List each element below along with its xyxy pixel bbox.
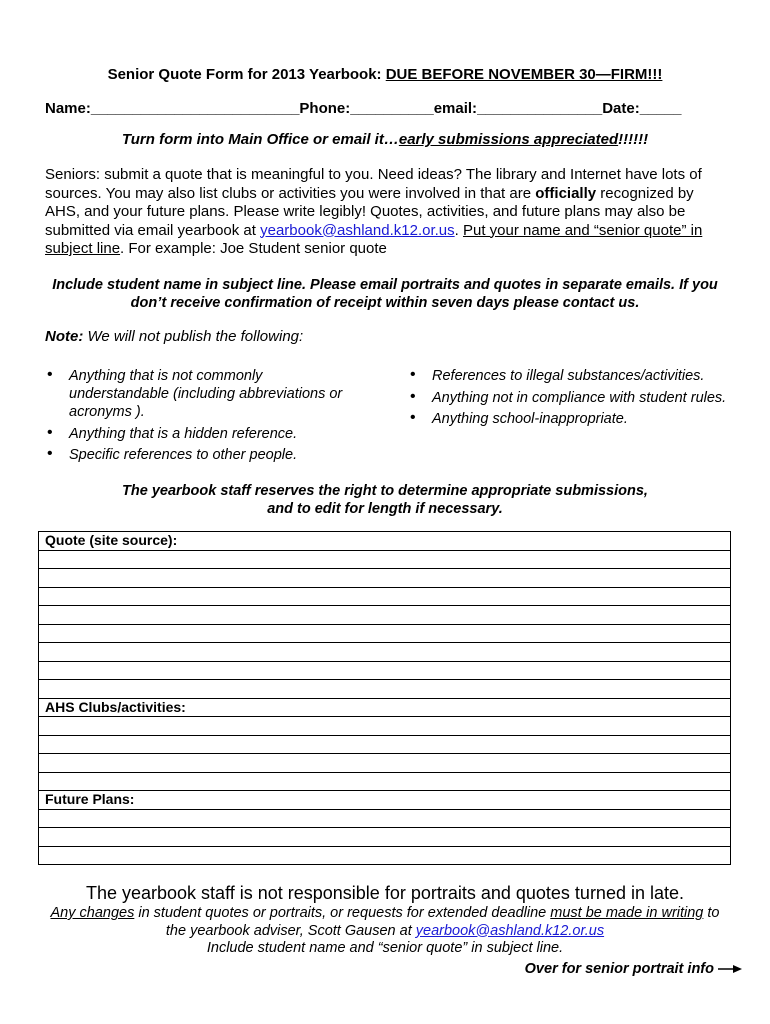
submission-table — [38, 531, 731, 865]
due-date: DUE BEFORE NOVEMBER 30—FIRM!!! — [385, 66, 663, 83]
form-title: Senior Quote Form for 2013 Yearbook: DUE BEFORE NOVEMBER 30—FIRM!!! — [107, 66, 663, 83]
name-field[interactable]: _________________________ — [90, 100, 300, 117]
intro-paragraph: Seniors: submit a quote that is meaningful to you. Need ideas? The library and Internet have lots of sources. You may also list clubs or activities you were involved in that are officially recognized by AHS, and your future plans. Please write legibly! Quotes, activities, and future plans may also be submitted via email yearbook at yearbook@ashland.k12.or.us. Put your name and “senior quote” in subject line. For example: Joe Student senior quote — [45, 166, 703, 257]
note-label: Note: — [45, 328, 84, 345]
future-plans-line[interactable] — [39, 846, 731, 865]
include-notice: Include student name in subject line. Please email portraits and quotes in separate emails. If you don’t receive confirmation of receipt within seven days please contact us. — [52, 277, 718, 311]
list-item: • References to illegal substances/activities. — [408, 367, 728, 385]
changes-notice: Any changes in student quotes or portraits, or requests for extended deadline must be made in writing to the yearbook adviser, Scott Gausen at yearbook@ashland.k12.or.us Include student name and “senior quote” in subject line. — [50, 905, 720, 956]
quote-line[interactable] — [39, 606, 731, 625]
over-page-note: Over for senior portrait info — [525, 961, 742, 977]
list-item: • Anything that is a hidden reference. — [45, 425, 365, 443]
quote-line[interactable] — [39, 680, 731, 699]
quote-label: Quote (site source): — [39, 532, 731, 551]
clubs-line[interactable] — [39, 754, 731, 773]
quote-line[interactable] — [39, 643, 731, 662]
note-line: Note: We will not publish the following: — [45, 328, 304, 345]
name-label: Name: — [45, 100, 91, 117]
not-published-list-left — [45, 367, 365, 468]
email-field[interactable]: _______________ — [477, 100, 603, 117]
quote-line[interactable] — [39, 550, 731, 569]
list-item: • Anything not in compliance with student rules. — [408, 389, 728, 407]
yearbook-email-link[interactable]: yearbook@ashland.k12.or.us — [260, 221, 455, 239]
late-disclaimer: The yearbook staff is not responsible for portraits and quotes turned in late. — [85, 883, 685, 903]
quote-line[interactable] — [39, 624, 731, 643]
arrow-right-icon — [718, 964, 742, 974]
adviser-email-link[interactable]: yearbook@ashland.k12.or.us — [415, 922, 605, 939]
date-field[interactable]: _____ — [639, 100, 682, 117]
future-plans-label: Future Plans: — [39, 791, 731, 810]
list-item: • Anything school-inappropriate. — [408, 410, 728, 428]
quote-line[interactable] — [39, 661, 731, 680]
clubs-line[interactable] — [39, 717, 731, 736]
clubs-line[interactable] — [39, 772, 731, 791]
email-label: email: — [433, 100, 478, 117]
future-plans-line[interactable] — [39, 828, 731, 847]
student-info-line — [45, 100, 681, 117]
reserve-notice: The yearbook staff reserves the right to determine appropriate submissions, and to edit for length if necessary. — [122, 483, 648, 517]
clubs-label: AHS Clubs/activities: — [39, 698, 731, 717]
date-label: Date: — [602, 100, 640, 117]
quote-line[interactable] — [39, 569, 731, 588]
list-item: • Specific references to other people. — [45, 446, 365, 464]
phone-label: Phone: — [299, 100, 351, 117]
clubs-line[interactable] — [39, 735, 731, 754]
not-published-list-right — [408, 367, 728, 432]
turn-in-instructions: Turn form into Main Office or email it…early submissions appreciated!!!!!! — [121, 131, 649, 148]
phone-field[interactable]: __________ — [350, 100, 434, 117]
list-item: • Anything that is not commonly understandable (including abbreviations or acronyms ). — [45, 367, 365, 421]
quote-line[interactable] — [39, 587, 731, 606]
future-plans-line[interactable] — [39, 809, 731, 828]
